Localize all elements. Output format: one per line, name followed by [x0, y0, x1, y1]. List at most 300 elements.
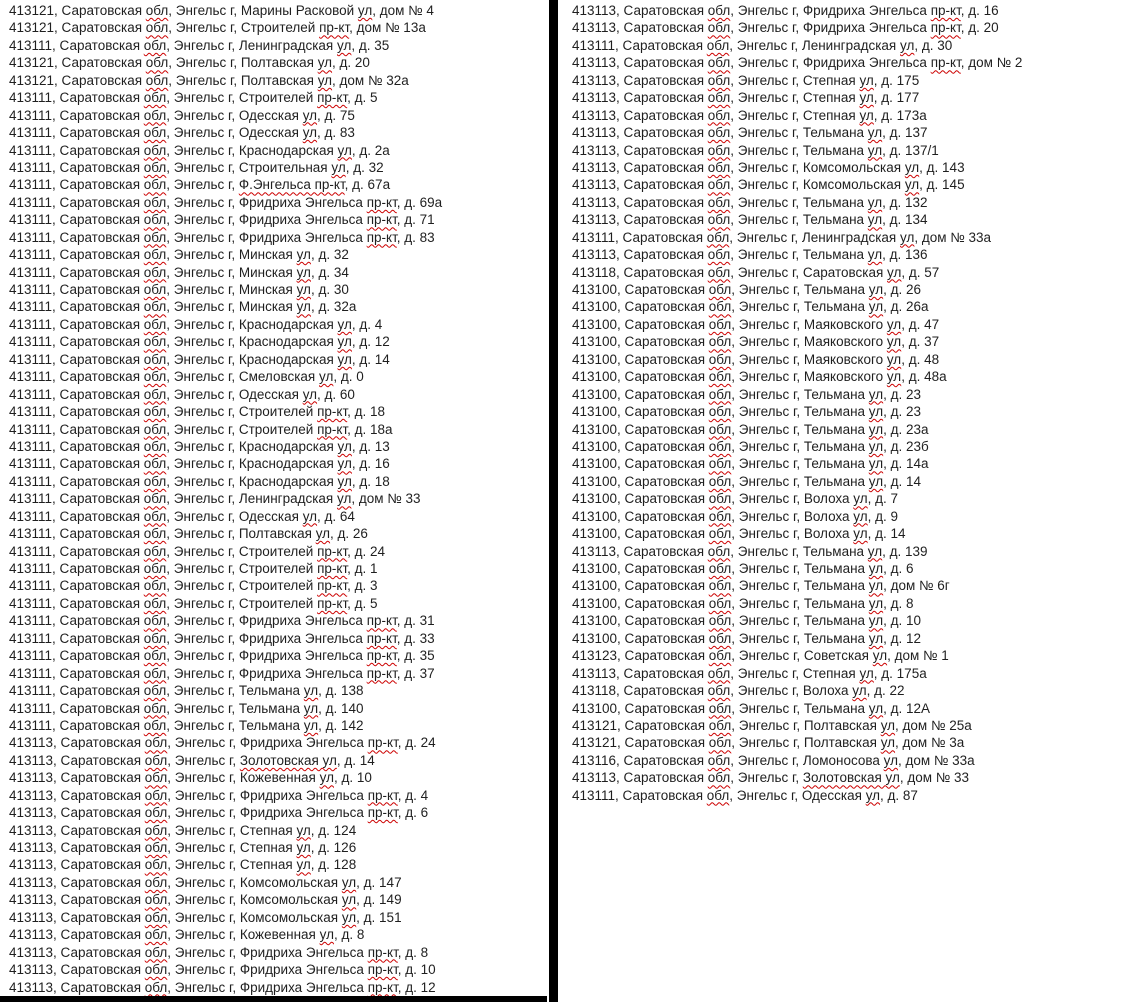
- spellcheck-underlined-word: обл: [144, 944, 168, 960]
- spellcheck-underlined-word: ул: [331, 159, 346, 175]
- address-line: 413113, Саратовская обл, Энгельс г, Тельмана ул, д. 134: [572, 212, 928, 228]
- address-line: 413111, Саратовская обл, Энгельс г, Ленинградская ул, д. 35: [9, 37, 390, 53]
- spellcheck-underlined-word: обл: [143, 282, 167, 297]
- spellcheck-underlined-word: обл: [143, 404, 167, 420]
- spellcheck-underlined-word: обл: [707, 177, 731, 193]
- spellcheck-underlined-word: ул: [868, 595, 884, 611]
- spellcheck-underlined-word: ул: [868, 421, 884, 437]
- address-line: 413113, Саратовская обл, Энгельс г, Комсомольская ул, д. 145: [572, 177, 965, 193]
- address-line: 413111, Саратовская обл, Энгельс г, Одесская ул, д. 75: [9, 107, 355, 123]
- spellcheck-underlined-word: обл: [707, 107, 731, 123]
- address-line: 413111, Саратовская обл, Энгельс г, Строительная ул, д. 32: [9, 159, 384, 175]
- spellcheck-underlined-word: обл: [143, 299, 167, 315]
- spellcheck-underlined-word: ул: [337, 334, 352, 350]
- spellcheck-underlined-word: ул: [867, 247, 883, 263]
- address-line: 413111, Саратовская обл, Энгельс г, Фридриха Энгельса пр-кт, д. 69а: [9, 194, 443, 210]
- address-line: 413113, Саратовская обл, Энгельс г, Кожевенная ул, д. 8: [9, 927, 365, 943]
- spellcheck-underlined-word: ул: [319, 369, 334, 385]
- address-line: 413111, Саратовская обл, Энгельс г, Полтавская ул, д. 26: [9, 526, 368, 542]
- spellcheck-underlined-word: обл: [708, 369, 732, 385]
- address-line: 413111, Саратовская обл, Энгельс г, Краснодарская ул, д. 13: [9, 438, 390, 454]
- spellcheck-underlined-word: обл: [708, 578, 732, 594]
- address-line: 413113, Саратовская обл, Энгельс г, Фридриха Энгельса пр-кт, д. 8: [9, 944, 429, 960]
- address-line: 413100, Саратовская обл, Энгельс г, Тельмана ул, д. 12А: [572, 700, 931, 716]
- address-line: 413111, Саратовская обл, Энгельс г, Минская ул, д. 32: [9, 247, 349, 263]
- spellcheck-underlined-word: ул: [900, 37, 915, 53]
- spellcheck-underlined-word: обл: [708, 561, 732, 576]
- spellcheck-underlined-word: обл: [143, 648, 167, 664]
- address-line: 413111, Саратовская обл, Энгельс г, Строителей пр-кт, д. 1: [9, 561, 378, 576]
- address-line: 413100, Саратовская обл, Энгельс г, Маяковского ул, д. 47: [572, 316, 940, 332]
- spellcheck-underlined-word: пр-кт: [319, 20, 350, 36]
- spellcheck-underlined-word: обл: [707, 264, 731, 280]
- spellcheck-underlined-word: ул: [337, 142, 352, 158]
- address-line: 413100, Саратовская обл, Энгельс г, Тельмана ул, д. 23б: [572, 438, 929, 454]
- spellcheck-underlined-word: ул: [859, 107, 874, 123]
- spellcheck-underlined-word: обл: [708, 595, 732, 611]
- spellcheck-underlined-word: ул: [859, 72, 874, 88]
- spellcheck-underlined-word: ул: [296, 857, 311, 873]
- spellcheck-underlined-word: пр-кт: [366, 194, 397, 210]
- spellcheck-underlined-word: ул: [867, 125, 883, 141]
- spellcheck-underlined-word: пр-кт: [317, 595, 348, 611]
- address-line: 413100, Саратовская обл, Энгельс г, Тельмана ул, д. 10: [572, 613, 922, 629]
- column-divider: [549, 0, 558, 1002]
- spellcheck-underlined-word: ул: [317, 55, 333, 71]
- spellcheck-underlined-word: ул: [868, 613, 884, 629]
- spellcheck-underlined-word: обл: [707, 72, 731, 88]
- address-line: 413100, Саратовская обл, Энгельс г, Волоха ул, д. 9: [572, 508, 899, 524]
- spellcheck-underlined-word: ул: [296, 264, 311, 280]
- spellcheck-underlined-word: пр-кт: [930, 3, 961, 18]
- spellcheck-underlined-word: обл: [145, 55, 169, 71]
- spellcheck-underlined-word: обл: [708, 456, 732, 472]
- spellcheck-underlined-word: обл: [708, 386, 732, 402]
- spellcheck-underlined-word: обл: [144, 840, 168, 855]
- spellcheck-underlined-word: пр-кт: [366, 229, 397, 245]
- spellcheck-underlined-word: обл: [143, 125, 167, 141]
- spellcheck-underlined-word: ул: [883, 752, 898, 768]
- address-line: 413111, Саратовская обл, Энгельс г, Краснодарская ул, д. 16: [9, 456, 390, 472]
- spellcheck-underlined-word: ул: [315, 526, 331, 542]
- spellcheck-underlined-word: ул: [317, 72, 333, 88]
- spellcheck-underlined-word: ул: [303, 700, 319, 716]
- spellcheck-underlined-word: обл: [143, 351, 167, 367]
- spellcheck-underlined-word: обл: [706, 787, 730, 803]
- address-line: 413113, Саратовская обл, Энгельс г, Золотовская ул, дом № 33: [572, 770, 970, 786]
- spellcheck-underlined-word: ул: [337, 316, 352, 332]
- spellcheck-underlined-word: обл: [145, 20, 169, 36]
- address-line: 413123, Саратовская обл, Энгельс г, Советская ул, дом № 1: [572, 648, 949, 664]
- spellcheck-underlined-word: ул: [886, 369, 902, 385]
- address-line: 413111, Саратовская обл, Энгельс г, Строителей пр-кт, д. 3: [9, 578, 378, 594]
- spellcheck-underlined-word: обл: [143, 421, 167, 437]
- spellcheck-underlined-word: ул: [904, 177, 920, 193]
- spellcheck-underlined-word: ул: [868, 438, 884, 454]
- spellcheck-underlined-word: пр-кт: [317, 421, 348, 437]
- spellcheck-underlined-word: обл: [143, 630, 167, 646]
- address-line: 413100, Саратовская обл, Энгельс г, Тельмана ул, д. 26: [572, 282, 922, 297]
- spellcheck-underlined-word: ул: [872, 648, 888, 664]
- address-line: 413113, Саратовская обл, Энгельс г, Тельмана ул, д. 139: [572, 543, 928, 559]
- spellcheck-underlined-word: обл: [143, 264, 167, 280]
- address-line: 413111, Саратовская обл, Энгельс г, Краснодарская ул, д. 2а: [9, 142, 390, 158]
- address-line: 413111, Саратовская обл, Энгельс г, Фридриха Энгельса пр-кт, д. 83: [9, 229, 435, 245]
- spellcheck-underlined-word: обл: [708, 334, 732, 350]
- spellcheck-underlined-word: обл: [707, 55, 731, 71]
- spellcheck-underlined-word: Ф.Энгельса пр-кт: [238, 177, 345, 193]
- spellcheck-underlined-word: обл: [707, 212, 731, 228]
- spellcheck-underlined-word: ул: [868, 473, 884, 489]
- spellcheck-underlined-word: пр-кт: [367, 979, 398, 995]
- address-line: 413111, Саратовская обл, Энгельс г, Строителей пр-кт, д. 18а: [9, 421, 393, 437]
- address-line: 413111, Саратовская обл, Энгельс г, Тельмана ул, д. 138: [9, 683, 364, 699]
- address-line: 413111, Саратовская обл, Энгельс г, Минская ул, д. 34: [9, 264, 349, 280]
- address-line: 413113, Саратовская обл, Энгельс г, Степная ул, д. 175: [572, 72, 920, 88]
- spellcheck-underlined-word: ул: [341, 874, 357, 890]
- address-line: 413121, Саратовская обл, Энгельс г, Марины Расковой ул, дом № 4: [9, 3, 434, 18]
- address-line: 413113, Саратовская обл, Энгельс г, Фридриха Энгельса пр-кт, д. 6: [9, 805, 429, 821]
- spellcheck-underlined-word: ул: [303, 717, 319, 733]
- address-line: 413113, Саратовская обл, Энгельс г, Комсомольская ул, д. 147: [9, 874, 402, 890]
- address-line: 413113, Саратовская обл, Энгельс г, Фридриха Энгельса пр-кт, д. 20: [572, 20, 999, 36]
- address-line: 413111, Саратовская обл, Энгельс г, Строителей пр-кт, д. 5: [9, 595, 378, 611]
- spellcheck-underlined-word: обл: [143, 107, 167, 123]
- address-line: 413121, Саратовская обл, Энгельс г, Строителей пр-кт, дом № 13а: [9, 20, 426, 36]
- address-line: 413113, Саратовская обл, Энгельс г, Степная ул, д. 177: [572, 90, 920, 106]
- address-line: 413100, Саратовская обл, Энгельс г, Маяковского ул, д. 48: [572, 351, 940, 367]
- address-line: 413113, Саратовская обл, Энгельс г, Фридриха Энгельса пр-кт, д. 4: [9, 787, 429, 803]
- address-line: 413111, Саратовская обл, Энгельс г, Минская ул, д. 32а: [9, 299, 357, 315]
- spellcheck-underlined-word: ул: [341, 892, 357, 908]
- spellcheck-underlined-word: обл: [143, 543, 167, 559]
- address-line: 413111, Саратовская обл, Энгельс г, Фридриха Энгельса пр-кт, д. 37: [9, 665, 435, 681]
- spellcheck-underlined-word: ул: [302, 107, 318, 123]
- spellcheck-underlined-word: обл: [143, 561, 167, 576]
- spellcheck-underlined-word: обл: [143, 508, 167, 524]
- spellcheck-underlined-word: обл: [708, 473, 732, 489]
- address-line: 413113, Саратовская обл, Энгельс г, Комсомольская ул, д. 143: [572, 159, 965, 175]
- spellcheck-underlined-word: ул: [302, 508, 318, 524]
- address-line: 413100, Саратовская обл, Энгельс г, Волоха ул, д. 14: [572, 526, 906, 542]
- spellcheck-underlined-word: обл: [708, 491, 732, 507]
- spellcheck-underlined-word: обл: [707, 752, 731, 768]
- spellcheck-underlined-word: обл: [143, 177, 167, 193]
- spellcheck-underlined-word: ул: [296, 247, 311, 263]
- address-line: 413111, Саратовская обл, Энгельс г, Строителей пр-кт, д. 24: [9, 543, 386, 559]
- address-line: 413100, Саратовская обл, Энгельс г, Тельмана ул, д. 12: [572, 630, 922, 646]
- spellcheck-underlined-word: обл: [708, 421, 732, 437]
- address-line: 413113, Саратовская обл, Энгельс г, Тельмана ул, д. 137: [572, 125, 928, 141]
- address-line: 413113, Саратовская обл, Энгельс г, Степная ул, д. 128: [9, 857, 357, 873]
- spellcheck-underlined-word: обл: [144, 874, 168, 890]
- address-column-right: [572, 2, 1122, 804]
- spellcheck-underlined-word: ул: [904, 159, 920, 175]
- spellcheck-underlined-word: обл: [707, 665, 731, 681]
- spellcheck-underlined-word: пр-кт: [930, 20, 961, 36]
- spellcheck-underlined-word: пр-кт: [367, 735, 398, 751]
- spellcheck-underlined-word: пр-кт: [366, 648, 397, 664]
- spellcheck-underlined-word: обл: [708, 299, 732, 315]
- spellcheck-underlined-word: обл: [143, 229, 167, 245]
- address-line: 413113, Саратовская обл, Энгельс г, Фридриха Энгельса пр-кт, дом № 2: [572, 55, 1023, 71]
- spellcheck-underlined-word: обл: [708, 351, 732, 367]
- spellcheck-underlined-word: обл: [707, 3, 731, 18]
- spellcheck-underlined-word: обл: [707, 194, 731, 210]
- spellcheck-underlined-word: обл: [144, 752, 168, 768]
- spellcheck-underlined-word: пр-кт: [366, 613, 397, 629]
- spellcheck-underlined-word: обл: [144, 822, 168, 838]
- spellcheck-underlined-word: обл: [143, 159, 167, 175]
- address-line: 413111, Саратовская обл, Энгельс г, Краснодарская ул, д. 18: [9, 473, 390, 489]
- address-line: 413100, Саратовская обл, Энгельс г, Тельмана ул, д. 8: [572, 595, 914, 611]
- spellcheck-underlined-word: ул: [868, 578, 884, 594]
- address-line: 413111, Саратовская обл, Энгельс г, Краснодарская ул, д. 14: [9, 351, 390, 367]
- spellcheck-underlined-word: обл: [144, 927, 168, 943]
- address-line: 413113, Саратовская обл, Энгельс г, Комсомольская ул, д. 151: [9, 909, 402, 925]
- spellcheck-underlined-word: обл: [144, 770, 168, 786]
- spellcheck-underlined-word: ул: [341, 909, 357, 925]
- spellcheck-underlined-word: обл: [143, 717, 167, 733]
- address-line: 413111, Саратовская обл, Энгельс г, Минская ул, д. 30: [9, 282, 349, 297]
- spellcheck-underlined-word: ул: [302, 386, 318, 402]
- address-line: 413100, Саратовская обл, Энгельс г, Тельмана ул, д. 23: [572, 404, 922, 420]
- spellcheck-underlined-word: ул: [867, 194, 883, 210]
- address-line: 413111, Саратовская обл, Энгельс г, Смеловская ул, д. 0: [9, 369, 364, 385]
- address-line: 413113, Саратовская обл, Энгельс г, Тельмана ул, д. 136: [572, 247, 928, 263]
- address-line: 413113, Саратовская обл, Энгельс г, Тельмана ул, д. 132: [572, 194, 928, 210]
- spellcheck-underlined-word: обл: [144, 979, 168, 995]
- spellcheck-underlined-word: пр-кт: [317, 543, 348, 559]
- address-line: 413116, Саратовская обл, Энгельс г, Ломоносова ул, дом № 33а: [572, 752, 975, 768]
- spellcheck-underlined-word: ул: [868, 282, 884, 297]
- spellcheck-underlined-word: обл: [707, 125, 731, 141]
- spellcheck-underlined-word: ул: [900, 229, 915, 245]
- spellcheck-underlined-word: ул: [853, 508, 868, 524]
- address-line: 413121, Саратовская обл, Энгельс г, Полтавская ул, дом № 25а: [572, 717, 972, 733]
- spellcheck-underlined-word: обл: [707, 90, 731, 106]
- spellcheck-underlined-word: ул: [886, 351, 902, 367]
- spellcheck-underlined-word: обл: [143, 142, 167, 158]
- spellcheck-underlined-word: ул: [319, 770, 334, 786]
- address-line: 413100, Саратовская обл, Энгельс г, Маяковского ул, д. 37: [572, 334, 940, 350]
- spellcheck-underlined-word: ул: [859, 665, 874, 681]
- spellcheck-underlined-word: обл: [706, 229, 730, 245]
- spellcheck-underlined-word: ул: [296, 282, 311, 297]
- address-line: 413100, Саратовская обл, Энгельс г, Тельмана ул, дом № 6г: [572, 578, 950, 594]
- address-line: 413113, Саратовская обл, Энгельс г, Фридриха Энгельса пр-кт, д. 12: [9, 979, 436, 995]
- address-line: 413121, Саратовская обл, Энгельс г, Полтавская ул, дом № 32а: [9, 72, 409, 88]
- address-line: 413100, Саратовская обл, Энгельс г, Тельмана ул, д. 14: [572, 473, 922, 489]
- spellcheck-underlined-word: ул: [868, 630, 884, 646]
- address-line: 413111, Саратовская обл, Энгельс г, Фридриха Энгельса пр-кт, д. 35: [9, 648, 435, 664]
- spellcheck-underlined-word: ул: [337, 456, 352, 472]
- spellcheck-underlined-word: ул: [337, 473, 352, 489]
- spellcheck-underlined-word: обл: [708, 282, 732, 297]
- spellcheck-underlined-word: обл: [707, 159, 731, 175]
- spellcheck-underlined-word: обл: [143, 456, 167, 472]
- address-line: 413111, Саратовская обл, Энгельс г, Краснодарская ул, д. 12: [9, 334, 390, 350]
- spellcheck-underlined-word: обл: [145, 3, 169, 18]
- spellcheck-underlined-word: обл: [708, 508, 732, 524]
- spellcheck-underlined-word: обл: [708, 735, 732, 751]
- spellcheck-underlined-word: пр-кт: [317, 561, 348, 576]
- address-line: 413111, Саратовская обл, Энгельс г, Ф.Энгельса пр-кт, д. 67а: [9, 177, 391, 193]
- address-line: 413100, Саратовская обл, Энгельс г, Волоха ул, д. 7: [572, 491, 899, 507]
- spellcheck-underlined-word: ул: [319, 927, 334, 943]
- address-line: 413113, Саратовская обл, Энгельс г, Степная ул, д. 126: [9, 840, 357, 855]
- spellcheck-underlined-word: ул: [853, 491, 868, 507]
- spellcheck-underlined-word: обл: [707, 247, 731, 263]
- spellcheck-underlined-word: ул: [337, 491, 352, 507]
- spellcheck-underlined-word: обл: [143, 212, 167, 228]
- spellcheck-underlined-word: ул: [859, 90, 874, 106]
- spellcheck-underlined-word: ул: [296, 822, 311, 838]
- spellcheck-underlined-word: обл: [143, 491, 167, 507]
- address-line: 413113, Саратовская обл, Энгельс г, Фридриха Энгельса пр-кт, д. 16: [572, 3, 999, 18]
- spellcheck-underlined-word: обл: [708, 700, 732, 716]
- address-line: 413100, Саратовская обл, Энгельс г, Тельмана ул, д. 26а: [572, 299, 929, 315]
- address-line: 413100, Саратовская обл, Энгельс г, Тельмана ул, д. 23а: [572, 421, 929, 437]
- address-line: 413111, Саратовская обл, Энгельс г, Краснодарская ул, д. 4: [9, 316, 383, 332]
- address-line: 413111, Саратовская обл, Энгельс г, Фридриха Энгельса пр-кт, д. 31: [9, 613, 435, 629]
- address-line: 413113, Саратовская обл, Энгельс г, Комсомольская ул, д. 149: [9, 892, 402, 908]
- address-line: 413111, Саратовская обл, Энгельс г, Фридриха Энгельса пр-кт, д. 71: [9, 212, 435, 228]
- spellcheck-underlined-word: пр-кт: [366, 630, 397, 646]
- spellcheck-underlined-word: обл: [143, 386, 167, 402]
- spellcheck-underlined-word: обл: [708, 316, 732, 332]
- spellcheck-underlined-word: ул: [853, 526, 868, 542]
- spellcheck-underlined-word: ул: [852, 683, 867, 699]
- spellcheck-underlined-word: ул: [337, 351, 352, 367]
- spellcheck-underlined-word: обл: [707, 142, 731, 158]
- spellcheck-underlined-word: обл: [143, 369, 167, 385]
- spellcheck-underlined-word: ул: [868, 456, 884, 472]
- spellcheck-underlined-word: обл: [143, 700, 167, 716]
- address-line: 413111, Саратовская обл, Энгельс г, Одесская ул, д. 87: [572, 787, 918, 803]
- spellcheck-underlined-word: ул: [880, 717, 896, 733]
- address-line: 413113, Саратовская обл, Энгельс г, Фридриха Энгельса пр-кт, д. 24: [9, 735, 436, 751]
- address-line: 413113, Саратовская обл, Энгельс г, Фридриха Энгельса пр-кт, д. 10: [9, 962, 436, 978]
- address-line: 413113, Саратовская обл, Энгельс г, Степная ул, д. 124: [9, 822, 357, 838]
- spellcheck-underlined-word: ул: [880, 735, 896, 751]
- address-line: 413111, Саратовская обл, Энгельс г, Одесская ул, д. 83: [9, 125, 355, 141]
- spellcheck-underlined-word: обл: [144, 857, 168, 873]
- address-line: 413111, Саратовская обл, Энгельс г, Одесская ул, д. 60: [9, 386, 355, 402]
- spellcheck-underlined-word: обл: [143, 578, 167, 594]
- spellcheck-underlined-word: ул: [887, 264, 902, 280]
- spellcheck-underlined-word: ул: [868, 561, 884, 576]
- bottom-border: [0, 996, 547, 1002]
- address-line: 413111, Саратовская обл, Энгельс г, Строителей пр-кт, д. 18: [9, 404, 386, 420]
- spellcheck-underlined-word: обл: [707, 543, 731, 559]
- spellcheck-underlined-word: обл: [708, 630, 732, 646]
- spellcheck-underlined-word: обл: [707, 20, 731, 36]
- spellcheck-underlined-word: обл: [143, 665, 167, 681]
- address-line: 413113, Саратовская обл, Энгельс г, Степная ул, д. 175а: [572, 665, 927, 681]
- spellcheck-underlined-word: обл: [143, 334, 167, 350]
- spellcheck-underlined-word: обл: [143, 683, 167, 699]
- address-line: 413111, Саратовская обл, Энгельс г, Ленинградская ул, дом № 33а: [572, 229, 992, 245]
- address-line: 413111, Саратовская обл, Энгельс г, Строителей пр-кт, д. 5: [9, 90, 378, 106]
- spellcheck-underlined-word: ул: [886, 334, 902, 350]
- address-line: 413113, Саратовская обл, Энгельс г, Кожевенная ул, д. 10: [9, 770, 372, 786]
- spellcheck-underlined-word: ул: [337, 438, 352, 454]
- spellcheck-underlined-word: пр-кт: [317, 578, 348, 594]
- spellcheck-underlined-word: пр-кт: [367, 944, 398, 960]
- spellcheck-underlined-word: обл: [144, 805, 168, 821]
- spellcheck-underlined-word: ул: [296, 299, 311, 315]
- address-line: 413113, Саратовская обл, Энгельс г, Степная ул, д. 173а: [572, 107, 927, 123]
- spellcheck-underlined-word: обл: [143, 247, 167, 263]
- spellcheck-underlined-word: ул: [868, 299, 884, 315]
- spellcheck-underlined-word: ул: [867, 212, 883, 228]
- spellcheck-underlined-word: обл: [707, 770, 731, 786]
- spellcheck-underlined-word: пр-кт: [366, 212, 397, 228]
- spellcheck-underlined-word: пр-кт: [367, 805, 398, 821]
- spellcheck-underlined-word: пр-кт: [367, 787, 398, 803]
- spellcheck-underlined-word: обл: [144, 909, 168, 925]
- spellcheck-underlined-word: ул: [867, 142, 883, 158]
- address-line: 413111, Саратовская обл, Энгельс г, Одесская ул, д. 64: [9, 508, 355, 524]
- spellcheck-underlined-word: обл: [143, 438, 167, 454]
- address-line: 413118, Саратовская обл, Энгельс г, Волоха ул, д. 22: [572, 683, 905, 699]
- spellcheck-underlined-word: ул: [886, 316, 902, 332]
- spellcheck-underlined-word: обл: [143, 37, 167, 53]
- spellcheck-underlined-word: ул: [296, 840, 311, 855]
- spellcheck-underlined-word: обл: [708, 613, 732, 629]
- address-line: 413113, Саратовская обл, Энгельс г, Золотовская ул, д. 14: [9, 752, 375, 768]
- address-line: 413121, Саратовская обл, Энгельс г, Полтавская ул, дом № 3а: [572, 735, 965, 751]
- spellcheck-underlined-word: пр-кт: [317, 404, 348, 420]
- spellcheck-underlined-word: Золотовская ул: [239, 752, 337, 768]
- address-line: 413111, Саратовская обл, Энгельс г, Тельмана ул, д. 140: [9, 700, 364, 716]
- spellcheck-underlined-word: ул: [868, 404, 884, 420]
- spellcheck-underlined-word: обл: [708, 717, 732, 733]
- address-column-left: [9, 2, 547, 996]
- spellcheck-underlined-word: обл: [143, 526, 167, 542]
- spellcheck-underlined-word: пр-кт: [367, 962, 398, 978]
- spellcheck-underlined-word: обл: [708, 438, 732, 454]
- spellcheck-underlined-word: ул: [337, 37, 352, 53]
- address-line: 413118, Саратовская обл, Энгельс г, Саратовская ул, д. 57: [572, 264, 940, 280]
- address-line: 413111, Саратовская обл, Энгельс г, Фридриха Энгельса пр-кт, д. 33: [9, 630, 435, 646]
- spellcheck-underlined-word: обл: [708, 526, 732, 542]
- spellcheck-underlined-word: ул: [302, 125, 318, 141]
- spellcheck-underlined-word: пр-кт: [366, 665, 397, 681]
- address-line: 413100, Саратовская обл, Энгельс г, Маяковского ул, д. 48а: [572, 369, 947, 385]
- spellcheck-underlined-word: обл: [143, 194, 167, 210]
- spellcheck-underlined-word: пр-кт: [317, 90, 348, 106]
- address-line: 413100, Саратовская обл, Энгельс г, Тельмана ул, д. 23: [572, 386, 922, 402]
- spellcheck-underlined-word: ул: [868, 386, 884, 402]
- spellcheck-underlined-word: ул: [867, 543, 883, 559]
- spellcheck-underlined-word: ул: [865, 787, 881, 803]
- spellcheck-underlined-word: обл: [706, 37, 730, 53]
- spellcheck-underlined-word: обл: [143, 595, 167, 611]
- spellcheck-underlined-word: обл: [144, 787, 168, 803]
- spellcheck-underlined-word: обл: [143, 316, 167, 332]
- address-line: 413111, Саратовская обл, Энгельс г, Ленинградская ул, дом № 33: [9, 491, 421, 507]
- spellcheck-underlined-word: пр-кт: [930, 55, 961, 71]
- address-line: 413113, Саратовская обл, Энгельс г, Тельмана ул, д. 137/1: [572, 142, 939, 158]
- spellcheck-underlined-word: обл: [143, 473, 167, 489]
- address-line: 413111, Саратовская обл, Энгельс г, Ленинградская ул, д. 30: [572, 37, 953, 53]
- spellcheck-underlined-word: ул: [303, 683, 319, 699]
- spellcheck-underlined-word: обл: [708, 404, 732, 420]
- address-line: 413100, Саратовская обл, Энгельс г, Тельмана ул, д. 14а: [572, 456, 929, 472]
- spellcheck-underlined-word: обл: [143, 613, 167, 629]
